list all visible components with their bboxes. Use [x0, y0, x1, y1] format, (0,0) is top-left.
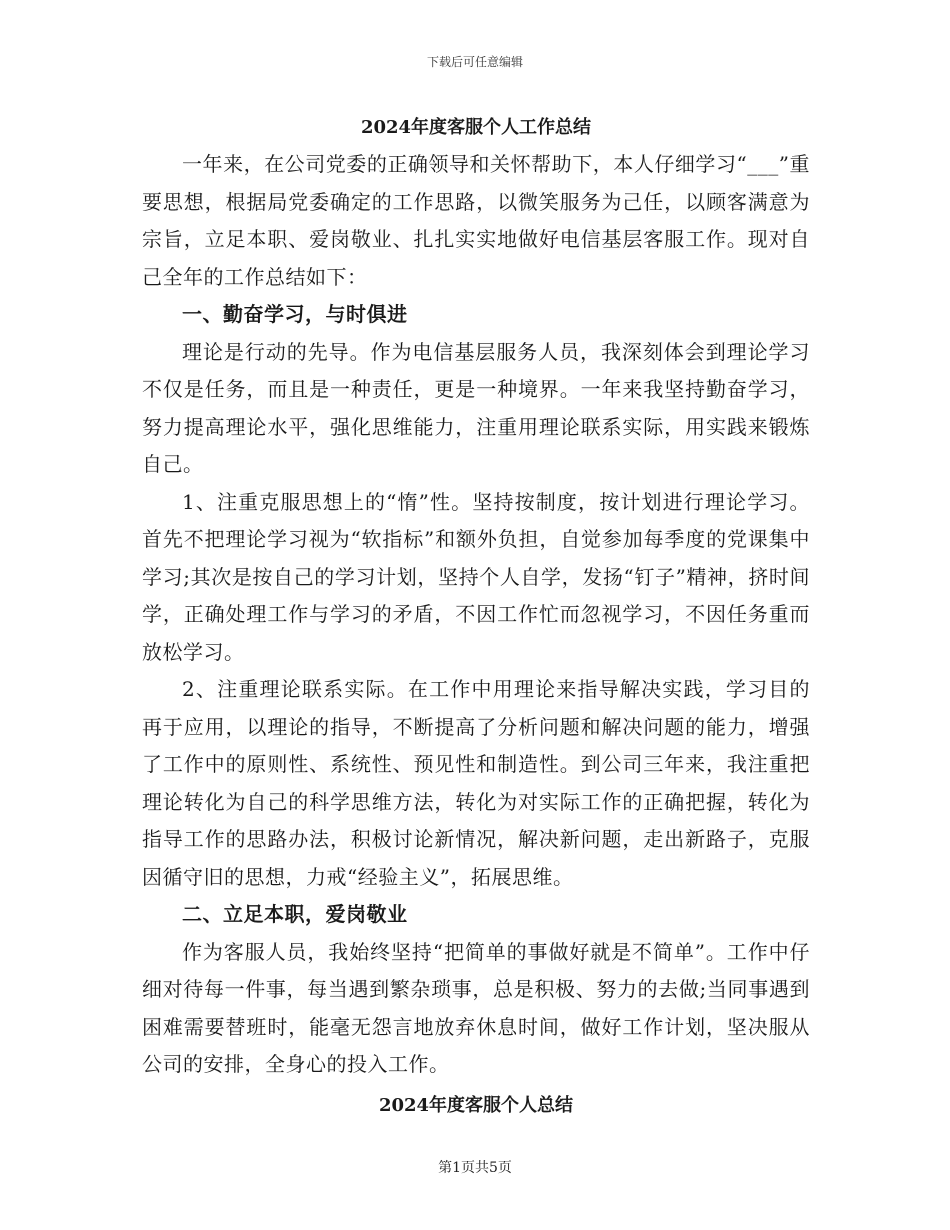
page-footer: 第1页共5页	[438, 1160, 512, 1176]
intro-paragraph: 一年来，在公司党委的正确领导和关怀帮助下，本人仔细学习“___”重要思想，根据局党委确定的工作思路，以微笑服务为己任，以顾客满意为宗旨，立足本职、爱岗敬业、扎扎实实地做好电信基层客服工作。现对自己全年的工作总结如下：	[142, 152, 810, 289]
section-heading-1: 一、勤奋学习，与时俱进	[182, 302, 408, 326]
section-1-paragraph: 理论是行动的先导。作为电信基层服务人员，我深刻体会到理论学习不仅是任务，而且是一种责任，更是一种境界。一年来我坚持勤奋学习，努力提高理论水平，强化思维能力，注重用理论联系实际，用实践来锻炼自己。	[142, 339, 810, 476]
document-title: 2024年度客服个人工作总结	[360, 117, 592, 138]
section-heading-2: 二、立足本职，爱岗敬业	[182, 902, 408, 926]
document-body	[142, 110, 810, 1128]
document-subtitle: 2024年度客服个人总结	[378, 1094, 574, 1116]
section-1-item-2: 2、注重理论联系实际。在工作中用理论来指导解决实践，学习目的再于应用，以理论的指导，不断提高了分析问题和解决问题的能力，增强了工作中的原则性、系统性、预见性和制造性。到公司三年来，我注重把理论转化为自己的科学思维方法，转化为对实际工作的正确把握，转化为指导工作的思路办法，积极讨论新情况，解决新问题，走出新路子，克服因循守旧的思想，力戒“经验主义”，拓展思维。	[142, 677, 810, 889]
section-1-item-1: 1、注重克服思想上的“惰”性。坚持按制度，按计划进行理论学习。首先不把理论学习视为“软指标”和额外负担，自觉参加每季度的党课集中学习;其次是按自己的学习计划，坚持个人自学，发扬“钉子”精神，挤时间学，正确处理工作与学习的矛盾，不因工作忙而忽视学习，不因任务重而放松学习。	[142, 489, 810, 664]
page-header-note: 下载后可任意编辑	[426, 55, 523, 69]
section-2-paragraph: 作为客服人员，我始终坚持“把简单的事做好就是不简单”。工作中仔细对待每一件事，每当遇到繁杂琐事，总是积极、努力的去做;当同事遇到困难需要替班时，能毫无怨言地放弃休息时间，做好工作计划，坚决服从公司的安排，全身心的投入工作。	[142, 939, 810, 1076]
